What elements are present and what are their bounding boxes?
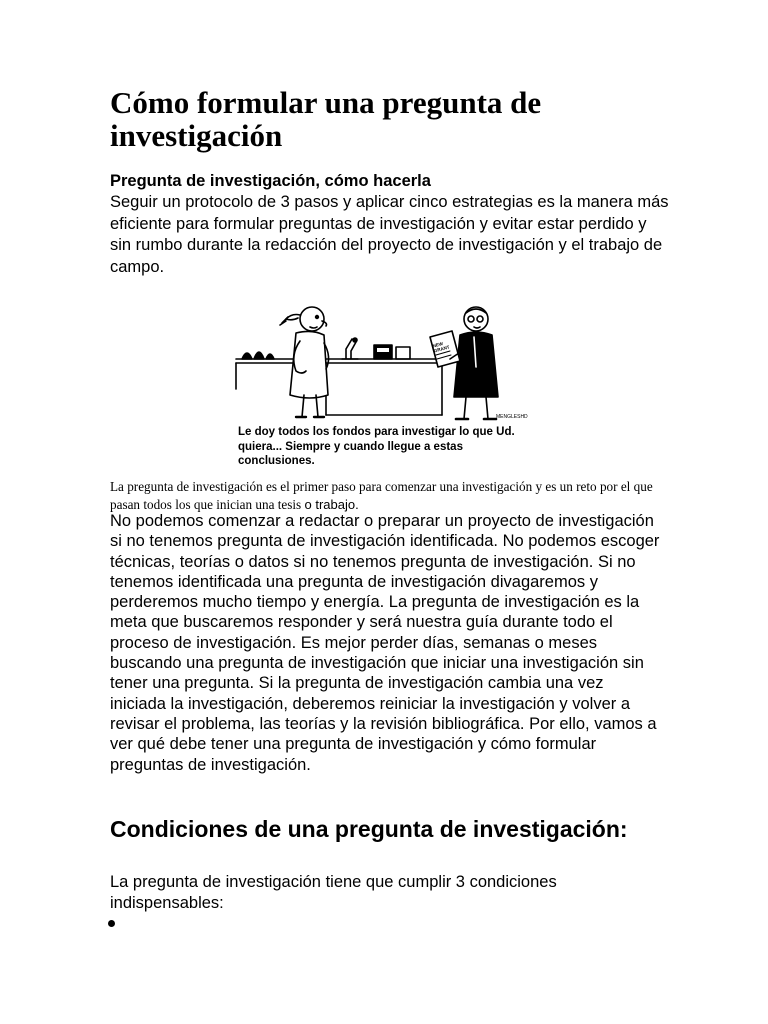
serif-note-tail: o trabajo. [304,497,359,512]
paper-label: NEW GRANT [432,341,451,354]
list-bullet [108,920,115,927]
page-title: Cómo formular una pregunta de investigación [110,85,542,153]
serif-note [110,478,670,514]
intro-paragraph: Seguir un protocolo de 3 pasos y aplicar cinco estrategias es la manera más eficiente para formular preguntas de investigación y evitar estar perdido y sin rumbo durante la redacción del proyecto de investigación y el trabajo de campo. [110,193,669,276]
cartoon-illustration [234,297,530,425]
serif-note-text: La pregunta de investigación es el primer paso para comenzar una investigación y es un reto por el que pasan todos los que inician una tesis [110,479,653,512]
subheading: Pregunta de investigación, cómo hacerla [110,172,431,190]
cartoon-figure [234,297,530,469]
body-paragraph: No podemos comenzar a redactar o preparar un proyecto de investigación si no tenemos pregunta de investigación identificada. No podemos escoger técnicas, teorías o datos si no tenemos pregunta de investigación. Si no tenemos identificada una pregunta de investigación divagaremos y perderemos mucho tiempo y energía. La pregunta de investigación es la meta que buscaremos responder y será nuestra guía durante todo el proceso de investigación. Es mejor perder días, semanas o meses buscando una pregunta de investigación que iniciar una investigación sin tener una pregunta. Si la pregunta de investigación cambia una vez iniciada la investigación, deberemos reiniciar la investigación y volver a revisar el problema, las teorías y la revisión bibliográfica. Por ello, vamos a ver qué debe tener una pregunta de investigación y cómo formular preguntas de investigación. [110,512,660,774]
conditions-intro: La pregunta de investigación tiene que cumplir 3 condiciones indispensables: [110,873,557,912]
cartoon-signature: MENGLESHD [496,414,528,420]
figure-caption: Le doy todos los fondos para investigar lo que Ud. quiera... Siempre y cuando llegue a estas conclusiones. [238,426,515,467]
section-heading: Condiciones de una pregunta de investigación: [110,816,628,842]
